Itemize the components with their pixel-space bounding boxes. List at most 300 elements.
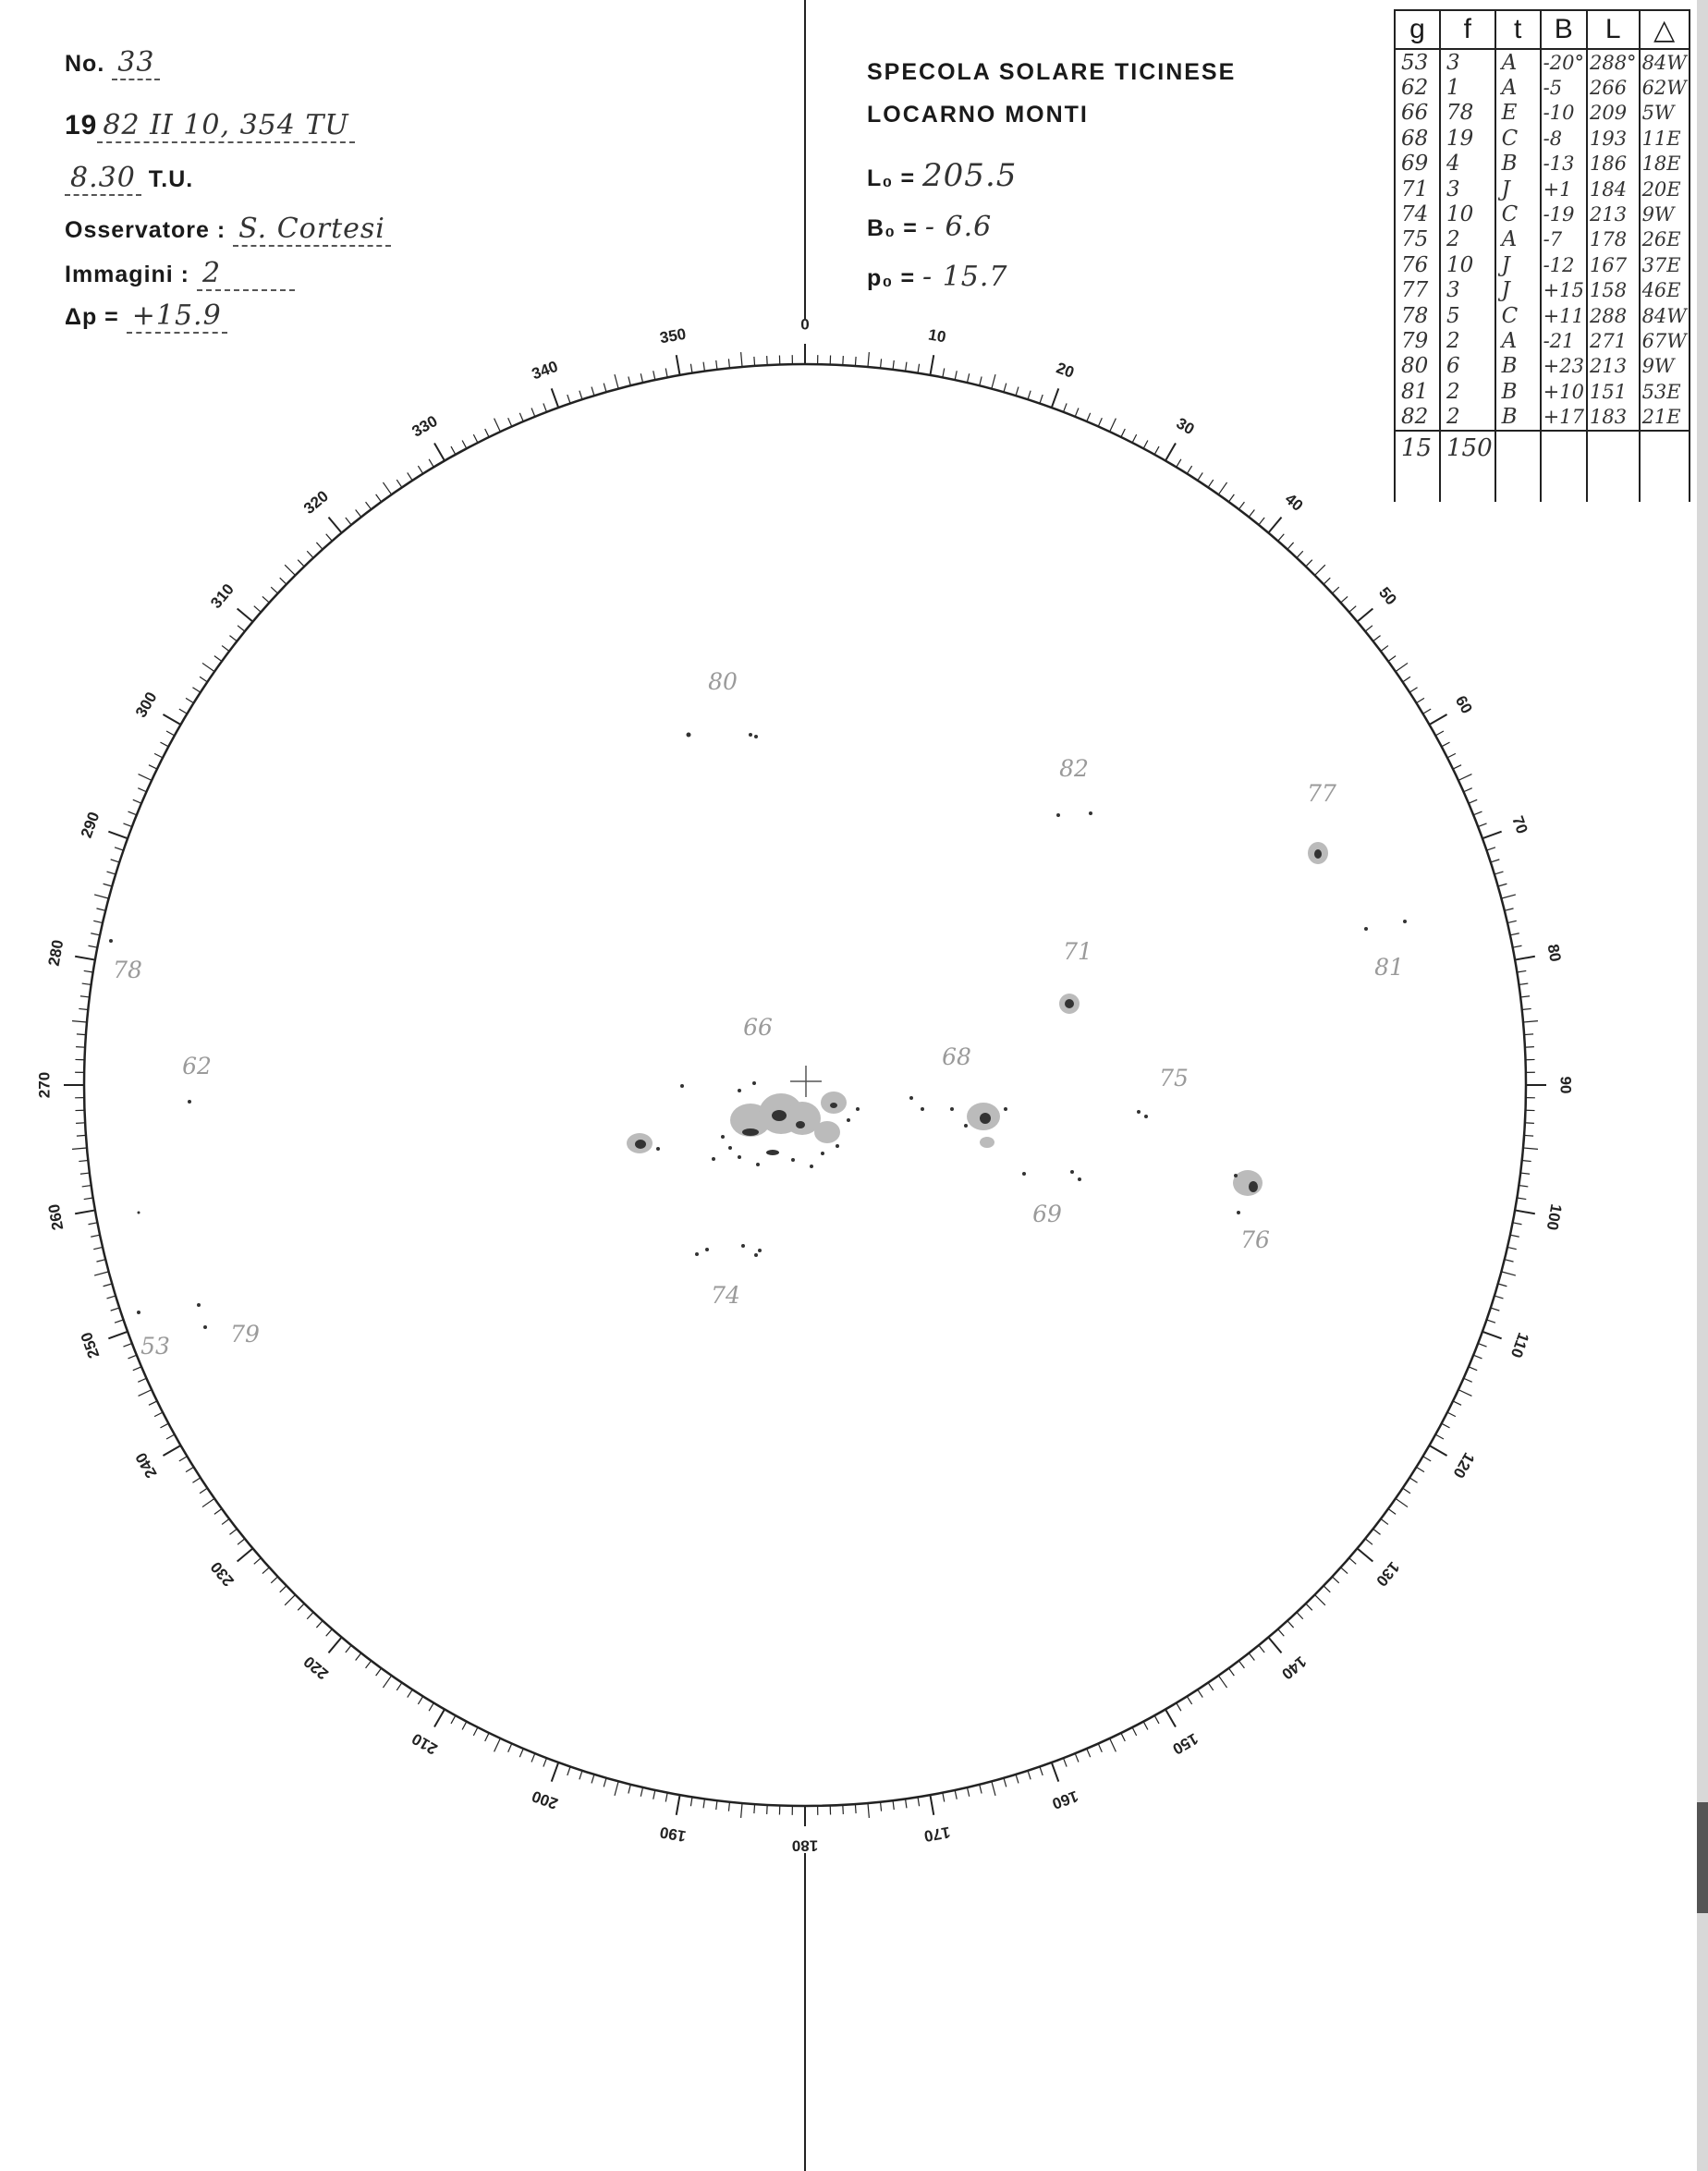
degree-tick (1388, 1508, 1396, 1514)
cell-g: 66 (1395, 101, 1440, 126)
drawing-number-value: 33 (112, 46, 160, 80)
b0-value: - 6.6 (924, 211, 993, 243)
degree-tick (1259, 518, 1264, 525)
degree-tick (93, 921, 103, 922)
delta-p-label: Δp = (65, 304, 119, 330)
degree-tick (918, 364, 920, 373)
degree-tick (1513, 945, 1522, 947)
degree-tick (271, 587, 277, 593)
degree-tick (254, 1558, 262, 1565)
degree-tick (918, 1797, 920, 1806)
degree-label: 120 (1449, 1449, 1479, 1482)
degree-tick (1478, 823, 1486, 827)
degree-tick (80, 1173, 90, 1174)
degree-tick (1187, 466, 1191, 473)
cell-g: 79 (1395, 328, 1440, 353)
degree-tick (754, 357, 755, 366)
degree-tick (728, 1802, 729, 1811)
degree-tick (214, 656, 222, 662)
degree-label: 330 (409, 411, 441, 441)
col-header-g: g (1395, 10, 1440, 49)
degree-tick (163, 1445, 180, 1456)
col-header-l: L (1587, 10, 1640, 49)
degree-tick (328, 1638, 341, 1653)
degree-tick (1416, 1467, 1423, 1471)
degree-tick (640, 373, 642, 383)
degree-tick (1332, 587, 1338, 593)
degree-tick (128, 1355, 137, 1359)
degree-tick (1228, 1668, 1234, 1676)
degree-tick (552, 388, 559, 408)
degree-tick (703, 1799, 704, 1808)
degree-tick (930, 1795, 933, 1815)
degree-tick (238, 608, 253, 621)
degree-tick (1349, 606, 1357, 613)
degree-tick (1435, 1434, 1444, 1439)
degree-label: 260 (44, 1202, 67, 1232)
total-groups: 15 (1395, 431, 1440, 465)
degree-labels (35, 315, 1574, 1854)
degree-tick (1396, 1498, 1408, 1506)
degree-tick (955, 1790, 957, 1799)
cell-t: J (1495, 252, 1541, 277)
degree-tick (1505, 1260, 1514, 1262)
degree-tick (741, 1803, 742, 1818)
degree-tick (356, 509, 361, 517)
degree-tick (202, 1498, 214, 1506)
degree-tick (1482, 1332, 1502, 1339)
degree-tick (238, 1539, 245, 1544)
degree-tick (418, 1696, 422, 1703)
degree-tick (1381, 1518, 1388, 1524)
cell-b: -12 (1541, 252, 1587, 277)
cell-f: 3 (1440, 49, 1495, 75)
degree-tick (1520, 1173, 1530, 1174)
degree-tick (653, 371, 655, 380)
degree-tick (1052, 388, 1059, 408)
degree-tick (552, 1762, 559, 1782)
degree-tick (1524, 1135, 1533, 1136)
cell-f: 2 (1440, 379, 1495, 404)
degree-tick (96, 909, 105, 910)
degree-tick (451, 1715, 456, 1724)
degree-tick (1510, 933, 1519, 935)
degree-tick (434, 443, 445, 460)
degree-label: 140 (1278, 1653, 1310, 1683)
degree-tick (955, 371, 957, 380)
degree-tick (485, 429, 489, 437)
degree-tick (1198, 1689, 1202, 1697)
degree-tick (1498, 1284, 1507, 1287)
col-header-b: B (1541, 10, 1587, 49)
degree-tick (307, 551, 313, 557)
group-label-76: 76 (1240, 1226, 1270, 1253)
cell-t: J (1495, 177, 1541, 201)
degree-tick (429, 1703, 433, 1712)
degree-tick (346, 1645, 351, 1653)
degree-tick (1278, 534, 1285, 542)
degree-tick (1519, 983, 1528, 984)
degree-tick (1052, 1762, 1059, 1782)
degree-tick (1198, 472, 1202, 480)
degree-tick (138, 1378, 146, 1382)
degree-tick (115, 848, 123, 850)
degree-tick (992, 1781, 995, 1795)
degree-tick (1447, 1412, 1456, 1417)
group-76-spots (1233, 1170, 1263, 1214)
degree-tick (1249, 1653, 1254, 1661)
l0-value: 205.5 (922, 157, 1018, 194)
degree-tick (1341, 596, 1348, 603)
cell-delta: 84W (1640, 49, 1690, 75)
degree-tick (1341, 1567, 1348, 1574)
degree-label: 20 (1054, 359, 1077, 382)
degree-tick (980, 1785, 982, 1794)
cell-g: 81 (1395, 379, 1440, 404)
group-label-69: 69 (1032, 1201, 1062, 1227)
degree-label: 340 (529, 357, 561, 384)
cell-l: 213 (1587, 201, 1640, 226)
time-value: 8.30 (65, 162, 141, 196)
degree-tick (1208, 480, 1214, 487)
degree-label: 200 (529, 1787, 561, 1813)
group-label-82: 82 (1059, 755, 1089, 782)
degree-tick (418, 466, 422, 473)
degree-tick (1491, 860, 1500, 862)
col-header-delta: △ (1640, 10, 1690, 49)
degree-tick (1218, 482, 1226, 494)
degree-tick (640, 1787, 642, 1797)
degree-tick (1121, 429, 1125, 437)
degree-label: 230 (207, 1558, 238, 1590)
degree-tick (531, 1753, 535, 1762)
degree-tick (1154, 446, 1159, 455)
cell-g: 53 (1395, 49, 1440, 75)
degree-tick (1373, 1529, 1381, 1534)
cell-t: B (1495, 404, 1541, 430)
degree-label: 180 (791, 1836, 819, 1855)
group-62-leading-spot (627, 1133, 660, 1153)
cell-t: A (1495, 227, 1541, 252)
degree-tick (107, 872, 116, 874)
cell-b: -21 (1541, 328, 1587, 353)
degree-tick (222, 1518, 229, 1524)
degree-tick (1525, 1123, 1534, 1124)
degree-tick (580, 391, 582, 400)
degree-tick (1110, 1738, 1116, 1752)
degree-tick (91, 1235, 100, 1237)
observatory-location: LOCARNO MONTI (867, 102, 1089, 128)
degree-tick (567, 395, 570, 403)
group-label-62: 62 (182, 1053, 212, 1079)
degree-tick (868, 1803, 869, 1818)
cell-t: A (1495, 75, 1541, 100)
degree-tick (1525, 1047, 1534, 1048)
cell-f: 19 (1440, 126, 1495, 151)
cell-l: 193 (1587, 126, 1640, 151)
cell-g: 80 (1395, 354, 1440, 379)
degree-tick (543, 403, 547, 411)
degree-tick (1505, 909, 1514, 910)
degree-tick (123, 823, 131, 827)
degree-tick (494, 1738, 501, 1752)
group-label-78: 78 (113, 957, 142, 983)
cell-delta: 9W (1640, 201, 1690, 226)
p0-label: p₀ = (867, 265, 916, 291)
degree-tick (285, 1595, 295, 1605)
degree-tick (1324, 578, 1330, 584)
group-label-71: 71 (1063, 938, 1092, 965)
degree-tick (192, 1478, 200, 1482)
degree-tick (1409, 688, 1417, 692)
degree-tick (222, 646, 229, 652)
degree-tick (1522, 1008, 1531, 1009)
cell-g: 71 (1395, 177, 1440, 201)
time-suffix: T.U. (148, 166, 194, 192)
degree-tick (1473, 1355, 1482, 1359)
degree-tick (1098, 1744, 1102, 1752)
degree-tick (1004, 384, 1006, 393)
degree-tick (76, 1047, 85, 1048)
degree-tick (1143, 1722, 1148, 1730)
degree-tick (346, 518, 351, 525)
degree-tick (893, 360, 894, 370)
cell-b: +11 (1541, 303, 1587, 328)
degree-tick (604, 384, 606, 393)
degree-tick (1523, 1148, 1538, 1149)
cell-g: 82 (1395, 404, 1440, 430)
cell-f: 1 (1440, 75, 1495, 100)
degree-tick (1110, 419, 1116, 433)
group-71-spot (1059, 994, 1080, 1014)
cell-delta: 20E (1640, 177, 1690, 201)
drawing-number-label: No. (65, 51, 105, 77)
degree-tick (1154, 1715, 1159, 1724)
cell-f: 6 (1440, 354, 1495, 379)
observer-label: Osservatore : (65, 217, 226, 243)
degree-label: 290 (77, 809, 104, 841)
degree-tick (1132, 434, 1137, 443)
degree-label: 320 (300, 487, 332, 518)
degree-label: 100 (1543, 1202, 1566, 1232)
degree-tick (429, 459, 433, 468)
degree-tick (326, 534, 333, 542)
degree-tick (1487, 848, 1495, 850)
degree-tick (298, 560, 304, 567)
degree-label: 350 (658, 324, 688, 348)
degree-tick (1075, 1753, 1079, 1762)
degree-tick (615, 1781, 618, 1795)
cell-l: 151 (1587, 379, 1640, 404)
cell-l: 178 (1587, 227, 1640, 252)
degree-tick (200, 1488, 207, 1494)
cell-b: -5 (1541, 75, 1587, 100)
cell-t: B (1495, 354, 1541, 379)
cell-f: 10 (1440, 201, 1495, 226)
degree-tick (1358, 1548, 1373, 1561)
degree-tick (408, 1689, 412, 1697)
degree-tick (133, 1367, 141, 1371)
degree-tick (716, 1800, 717, 1810)
cell-t: C (1495, 303, 1541, 328)
col-header-f: f (1440, 10, 1495, 49)
total-spots: 150 (1440, 431, 1495, 465)
degree-tick (138, 788, 146, 792)
degree-tick (1075, 409, 1079, 417)
cell-delta: 62W (1640, 75, 1690, 100)
degree-tick (967, 1787, 969, 1797)
cell-b: +15 (1541, 278, 1587, 303)
degree-tick (115, 1320, 123, 1323)
degree-tick (677, 1795, 680, 1815)
cell-t: B (1495, 379, 1541, 404)
cell-g: 69 (1395, 152, 1440, 177)
degree-tick (77, 1034, 86, 1035)
degree-tick (93, 1247, 103, 1249)
cell-delta: 84W (1640, 303, 1690, 328)
cell-b: -20° (1541, 49, 1587, 75)
degree-tick (307, 1612, 313, 1618)
cell-delta: 53E (1640, 379, 1690, 404)
images-value: 2 (197, 257, 295, 291)
cell-l: 271 (1587, 328, 1640, 353)
degree-tick (1442, 742, 1450, 747)
degree-tick (376, 1668, 382, 1676)
degree-tick (1478, 1344, 1486, 1348)
degree-tick (1423, 1457, 1432, 1461)
degree-tick (665, 369, 667, 378)
degree-tick (728, 359, 729, 368)
degree-tick (1373, 636, 1381, 641)
degree-tick (1469, 1367, 1477, 1371)
cell-t: E (1495, 101, 1541, 126)
degree-tick (980, 376, 982, 385)
degree-label: 40 (1281, 490, 1307, 515)
degree-tick (943, 1793, 945, 1802)
degree-tick (1453, 765, 1461, 769)
cell-delta: 46E (1640, 278, 1690, 303)
degree-label: 270 (35, 1071, 54, 1099)
degree-tick (1423, 709, 1432, 714)
degree-tick (1510, 1235, 1519, 1237)
images-label: Immagini : (65, 262, 190, 287)
degree-tick (1507, 1247, 1517, 1249)
cell-delta: 21E (1640, 404, 1690, 430)
degree-tick (741, 352, 742, 367)
degree-tick (238, 626, 245, 631)
cell-b: +1 (1541, 177, 1587, 201)
degree-tick (767, 356, 768, 365)
cell-g: 76 (1395, 252, 1440, 277)
date-value: 82 II 10, 354 TU (97, 109, 354, 143)
degree-tick (1519, 1186, 1528, 1187)
degree-tick (1324, 1586, 1330, 1592)
degree-tick (238, 1548, 253, 1561)
degree-tick (166, 1434, 175, 1439)
degree-tick (1040, 1767, 1043, 1775)
degree-label: 220 (300, 1653, 332, 1683)
group-label-68: 68 (942, 1043, 971, 1070)
b0-label: B₀ = (867, 215, 918, 241)
degree-tick (84, 970, 93, 972)
degree-tick (214, 1508, 222, 1514)
degree-tick (229, 636, 237, 641)
degree-tick (376, 494, 382, 502)
cell-l: 186 (1587, 152, 1640, 177)
degree-tick (72, 1148, 87, 1149)
degree-tick (1442, 1423, 1450, 1428)
degree-tick (383, 1676, 391, 1688)
cell-f: 2 (1440, 404, 1495, 430)
degree-tick (1473, 811, 1482, 815)
degree-tick (408, 472, 412, 480)
cell-b: -10 (1541, 101, 1587, 126)
degree-tick (75, 1210, 95, 1214)
degree-tick (767, 1805, 768, 1814)
degree-tick (1388, 656, 1396, 662)
degree-tick (396, 1683, 402, 1690)
degree-tick (133, 799, 141, 803)
degree-tick (1187, 1696, 1191, 1703)
degree-tick (149, 765, 157, 769)
degree-tick (494, 419, 501, 433)
cell-l: 167 (1587, 252, 1640, 277)
degree-tick (531, 409, 535, 417)
degree-tick (366, 502, 372, 509)
degree-tick (1315, 565, 1325, 575)
group-label-80: 80 (708, 668, 738, 695)
degree-tick (1523, 1021, 1538, 1022)
degree-tick (1458, 774, 1472, 781)
degree-tick (1143, 440, 1148, 448)
degree-tick (843, 356, 844, 365)
degree-tick (1228, 494, 1234, 502)
degree-label: 170 (922, 1823, 952, 1846)
degree-tick (462, 1722, 467, 1730)
degree-tick (298, 1604, 304, 1610)
degree-tick (111, 860, 120, 862)
cell-delta: 67W (1640, 328, 1690, 353)
degree-tick (1297, 1612, 1303, 1618)
cell-t: C (1495, 126, 1541, 151)
degree-tick (592, 1775, 594, 1784)
degree-tick (1287, 543, 1294, 549)
degree-tick (930, 355, 933, 375)
degree-label: 0 (800, 315, 810, 334)
degree-label: 130 (1372, 1558, 1403, 1590)
degree-tick (1315, 1595, 1325, 1605)
degree-tick (200, 677, 207, 682)
degree-tick (485, 1733, 489, 1741)
degree-tick (285, 565, 295, 575)
degree-tick (1306, 560, 1312, 567)
degree-tick (653, 1790, 655, 1799)
degree-tick (166, 731, 175, 736)
degree-tick (254, 606, 262, 613)
degree-tick (1098, 418, 1102, 426)
degree-tick (1238, 1661, 1244, 1668)
center-mark (790, 1066, 822, 1097)
solar-limb (84, 364, 1526, 1806)
degree-tick (855, 1804, 856, 1813)
degree-tick (149, 1401, 157, 1405)
degree-tick (366, 1661, 372, 1668)
degree-tick (519, 413, 523, 421)
cell-l: 183 (1587, 404, 1640, 430)
degree-tick (906, 1799, 907, 1808)
degree-tick (592, 387, 594, 396)
degree-tick (690, 1797, 692, 1806)
